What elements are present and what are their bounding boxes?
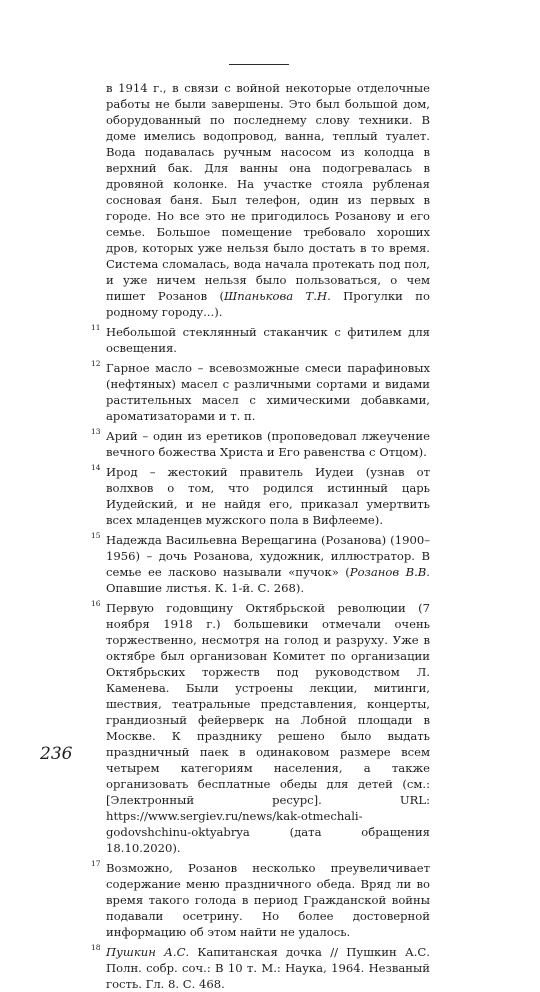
footnote-11 [91,324,430,356]
footnote-author: Розанов В.В. [349,565,430,579]
footnote-number: 12 [91,359,101,368]
footnote-12 [91,360,430,424]
footnote-text: Возможно, Розанов несколько преувеличивает содержание меню праздничного обеда. Вряд ли во время такого голода в период Гражданской войны подавали осетрину. Но более достоверной информацию об этом найти не удалось. [106,861,430,939]
footnote-text-after: Опавшие листья. К. 1-й. С. 268). [106,581,305,595]
footnote-text: Арий – один из еретиков (проповедовал лжеучение вечного божества Христа и Его равенства с Отцом). [106,429,430,459]
footnote-number: 13 [91,427,101,436]
footnote-author: Шпанькова Т.Н. [224,289,331,303]
footnote-13 [91,428,430,460]
footnote-text: Первую годовщину Октябрьской революции (7 ноября 1918 г.) большевики отмечали очень торжественно, несмотря на голод и разруху. Уже в октябре был организован Комитет по организации Октябрьских торжеств под руководством Л. Каменева. Были устроены лекции, митинги, шествия, театральные представления, концерты, грандиозный фейерверк на Лобной площади в Москве. К празднику решено было выдать праздничный паек в одинаковом размере всем четырем категориям населения, а также организовать бесплатные обеды для детей (см.: [Электронный ресурс]. URL: https://www.sergiev.ru/news/kak-otmechali-godovshchinu-oktyabrya (дата обращения 18.10.2020). [106,601,430,855]
footnote-continuation [91,80,430,320]
footnote-15 [91,532,430,596]
footnote-number: 14 [91,463,101,472]
footnote-separator-rule [229,64,289,65]
page-number: 236 [40,744,73,764]
footnote-text-after: Прогулки по родному городу...). [106,289,430,319]
footnote-text: Ирод – жестокий правитель Иудеи (узнав от волхвов о том, что родился истинный царь Иудейский, и не найдя его, приказал умертвить всех младенцев мужского пола в Вифлееме). [106,465,430,527]
footnote-author: Пушкин А.С. [106,945,190,959]
footnote-number: 15 [91,531,101,540]
footnote-16 [91,600,430,856]
footnote-17 [91,860,430,940]
footnote-text: Гарное масло – всевозможные смеси парафиновых (нефтяных) масел с различными сортами и видами растительных масел с химическими добавками, ароматизаторами и т. п. [106,361,430,423]
footnote-text: Надежда Васильевна Верещагина (Розанова) (1900–1956) – дочь Розанова, художник, иллюстратор. В семье ее ласково называли «пучок» ( [106,533,430,579]
footnote-text: в 1914 г., в связи с войной некоторые отделочные работы не были завершены. Это был большой дом, оборудованный по последнему слову техники. В доме имелись водопровод, ванна, теплый туалет. Вода подавалась ручным насосом из колодца в верхний бак. Для ванны она подогревалась в дровяной колонке. На участке стояла рубленая сосновая баня. Был телефон, один из первых в городе. Но все это не пригодилось Розанову и его семье. Большое помещение требовало хороших дров, которых уже нельзя было достать в то время. Система сломалась, вода начала протекать под пол, и уже ничем нельзя было пользоваться, о чем пишет Розанов ( [106,81,430,303]
footnote-number: 17 [91,859,101,868]
footnote-text: Небольшой стеклянный стаканчик с фитилем для освещения. [106,325,430,355]
footnotes [91,80,430,992]
footnote-18 [91,944,430,992]
footnote-14 [91,464,430,528]
footnote-number: 11 [91,323,101,332]
footnote-number: 16 [91,599,101,608]
footnote-number: 18 [91,943,101,952]
footnote-text-after: Капитанская дочка // Пушкин А.С. Полн. собр. соч.: В 10 т. М.: Наука, 1964. Незваный гость. Гл. 8. С. 468. [106,945,430,991]
